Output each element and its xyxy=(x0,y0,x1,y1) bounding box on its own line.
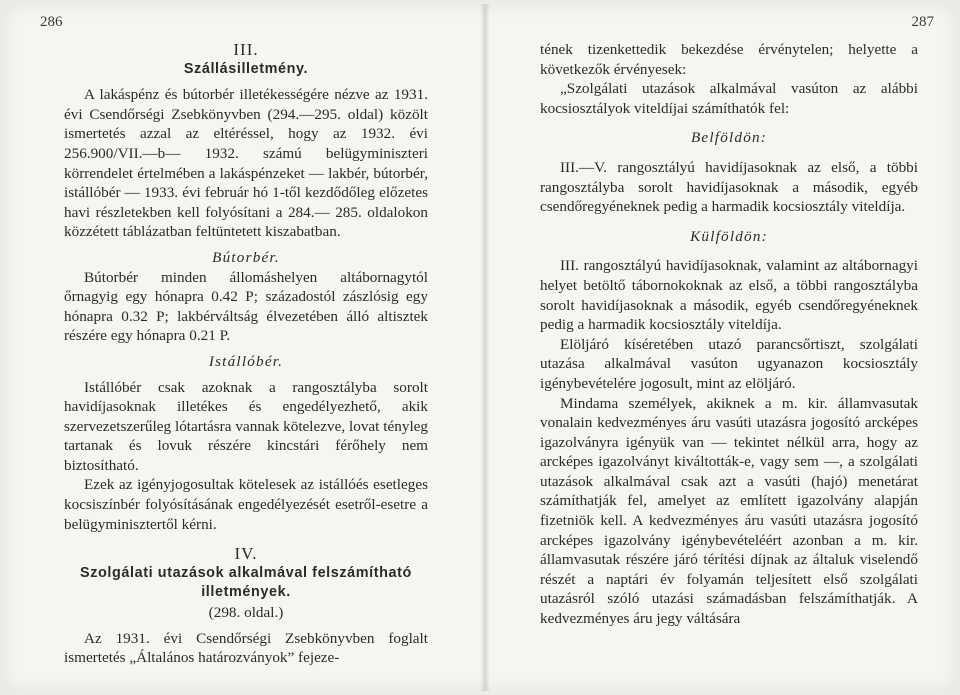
page-number: 287 xyxy=(911,14,934,30)
subheading: Istállóbér. xyxy=(208,352,284,370)
paragraph: Istállóbér csak azoknak a rangosztályba sorolt havidíjasoknak illetékes és engedélyezhető, akik szervezetszerűleg lótartásra vannak kötelezve, lovat tényleg tartanak és lovuk részére kincstári férőhely nem biztosítható. xyxy=(64,378,428,474)
right-page-text xyxy=(540,40,918,629)
paragraph: tének tizenkettedik bekezdése érvénytelen; helyette a következők érvényesek: xyxy=(540,41,918,78)
paragraph: Ezek az igényjogosultak kötelesek az istállóés esetleges kocsiszínbér folyósításának engedélyezését esetről-esetre a belügyminisztertől kérni. xyxy=(64,476,428,533)
paragraph: Az 1931. évi Csendőrségi Zsebkönyvben foglalt ismertetés „Általános határozványok” fejeze- xyxy=(64,629,428,667)
section-title: Szolgálati utazások alkalmával felszámítható illetmények. xyxy=(80,564,412,601)
page-reference: (298. oldal.) xyxy=(208,604,284,622)
paragraph: Elöljáró kíséretében utazó parancsőrtiszt, szolgálati utazása alkalmával vasúton ugyanazon kocsiosztály igénybevételére jogosult, mint az elöljáró. xyxy=(540,335,918,392)
paragraph: „Szolgálati utazások alkalmával vasúton az alábbi kocsiosztályok viteldíjai számíthatók fel: xyxy=(540,80,918,117)
paragraph: Bútorbér minden állomáshelyen altábornagytól őrnagyig egy hónapra 0.42 P; századostól zászlósig egy hónapra 0.32 P; lakbérváltság élvezetében álló altisztek részére egy hónapra 0.21 P. xyxy=(64,268,428,345)
paragraph: III. rangosztályú havidíjasoknak, valamint az altábornagyi helyet betöltő tábornokoknak az első, a többi rangosztályba sorolt havidíjasoknak a második, egyéb csendőregyéneknek pedig a harmadik kocsiosztály viteldíja. xyxy=(540,257,918,334)
subheading: Belföldön: xyxy=(690,129,768,147)
right-page xyxy=(490,4,956,691)
subheading: Külföldön: xyxy=(690,227,768,245)
subheading: Bútorbér. xyxy=(212,248,280,266)
page-number: 286 xyxy=(40,14,63,30)
paragraph: III.—V. rangosztályú havidíjasoknak az első, a többi rangosztályba sorolt havidíjasoknak a második, egyéb csendőregyéneknek pedig a harmadik kocsiosztály viteldíja. xyxy=(540,158,918,216)
paragraph: Mindama személyek, akiknek a m. kir. államvasutak vonalain kedvezményes áru vasúti utazásra jogosító arcképes igazolványra igényük van — tekintet nélkül arra, hogy az arcképes igazolványt kiváltották-e, vagy sem —, a szolgálati utazások alkalmával csak azt a vasúti (hajó) menetárat számíthatják fel, amelyet az említett igazolvány alapján fizetniök kell. A kedvezményes áru vasúti utazásra jogosító arcképes igazolvány igénybevételéért azonban a m. kir. államvasutak részére járó térítési díjnak az általuk viselendő részét a naptári év folyamán teljesített első szolgálati utazásról szóló utazási számadásban felszámíthatják. A kedvezményes áru jegy váltására xyxy=(540,394,918,628)
paragraph: A lakáspénz és bútorbér illetékességére nézve az 1931. évi Csendőrségi Zsebkönyvben (294.—295. oldal) közölt ismertetés azzal az eltéréssel, hogy az 1932. évi 256.900/VII.—b— 1932. számú belügyminiszteri körrendelet értelmében a lakáspénzeket — lakbér, bútorbér, istállóbér — 1933. évi február hó 1-től kezdődőleg előzetes havi részletekben kell folyósítani a 284.— 285. oldalokon közzétett táblázatban feltüntetett kiszabatban. xyxy=(64,86,428,241)
book-spread xyxy=(4,4,956,691)
section-number: IV. xyxy=(234,544,258,564)
left-page xyxy=(4,4,480,691)
section-number: III. xyxy=(233,40,259,59)
section-title: Szállásilletmény. xyxy=(183,60,309,77)
left-page-text xyxy=(64,40,428,668)
book-gutter xyxy=(480,4,490,691)
